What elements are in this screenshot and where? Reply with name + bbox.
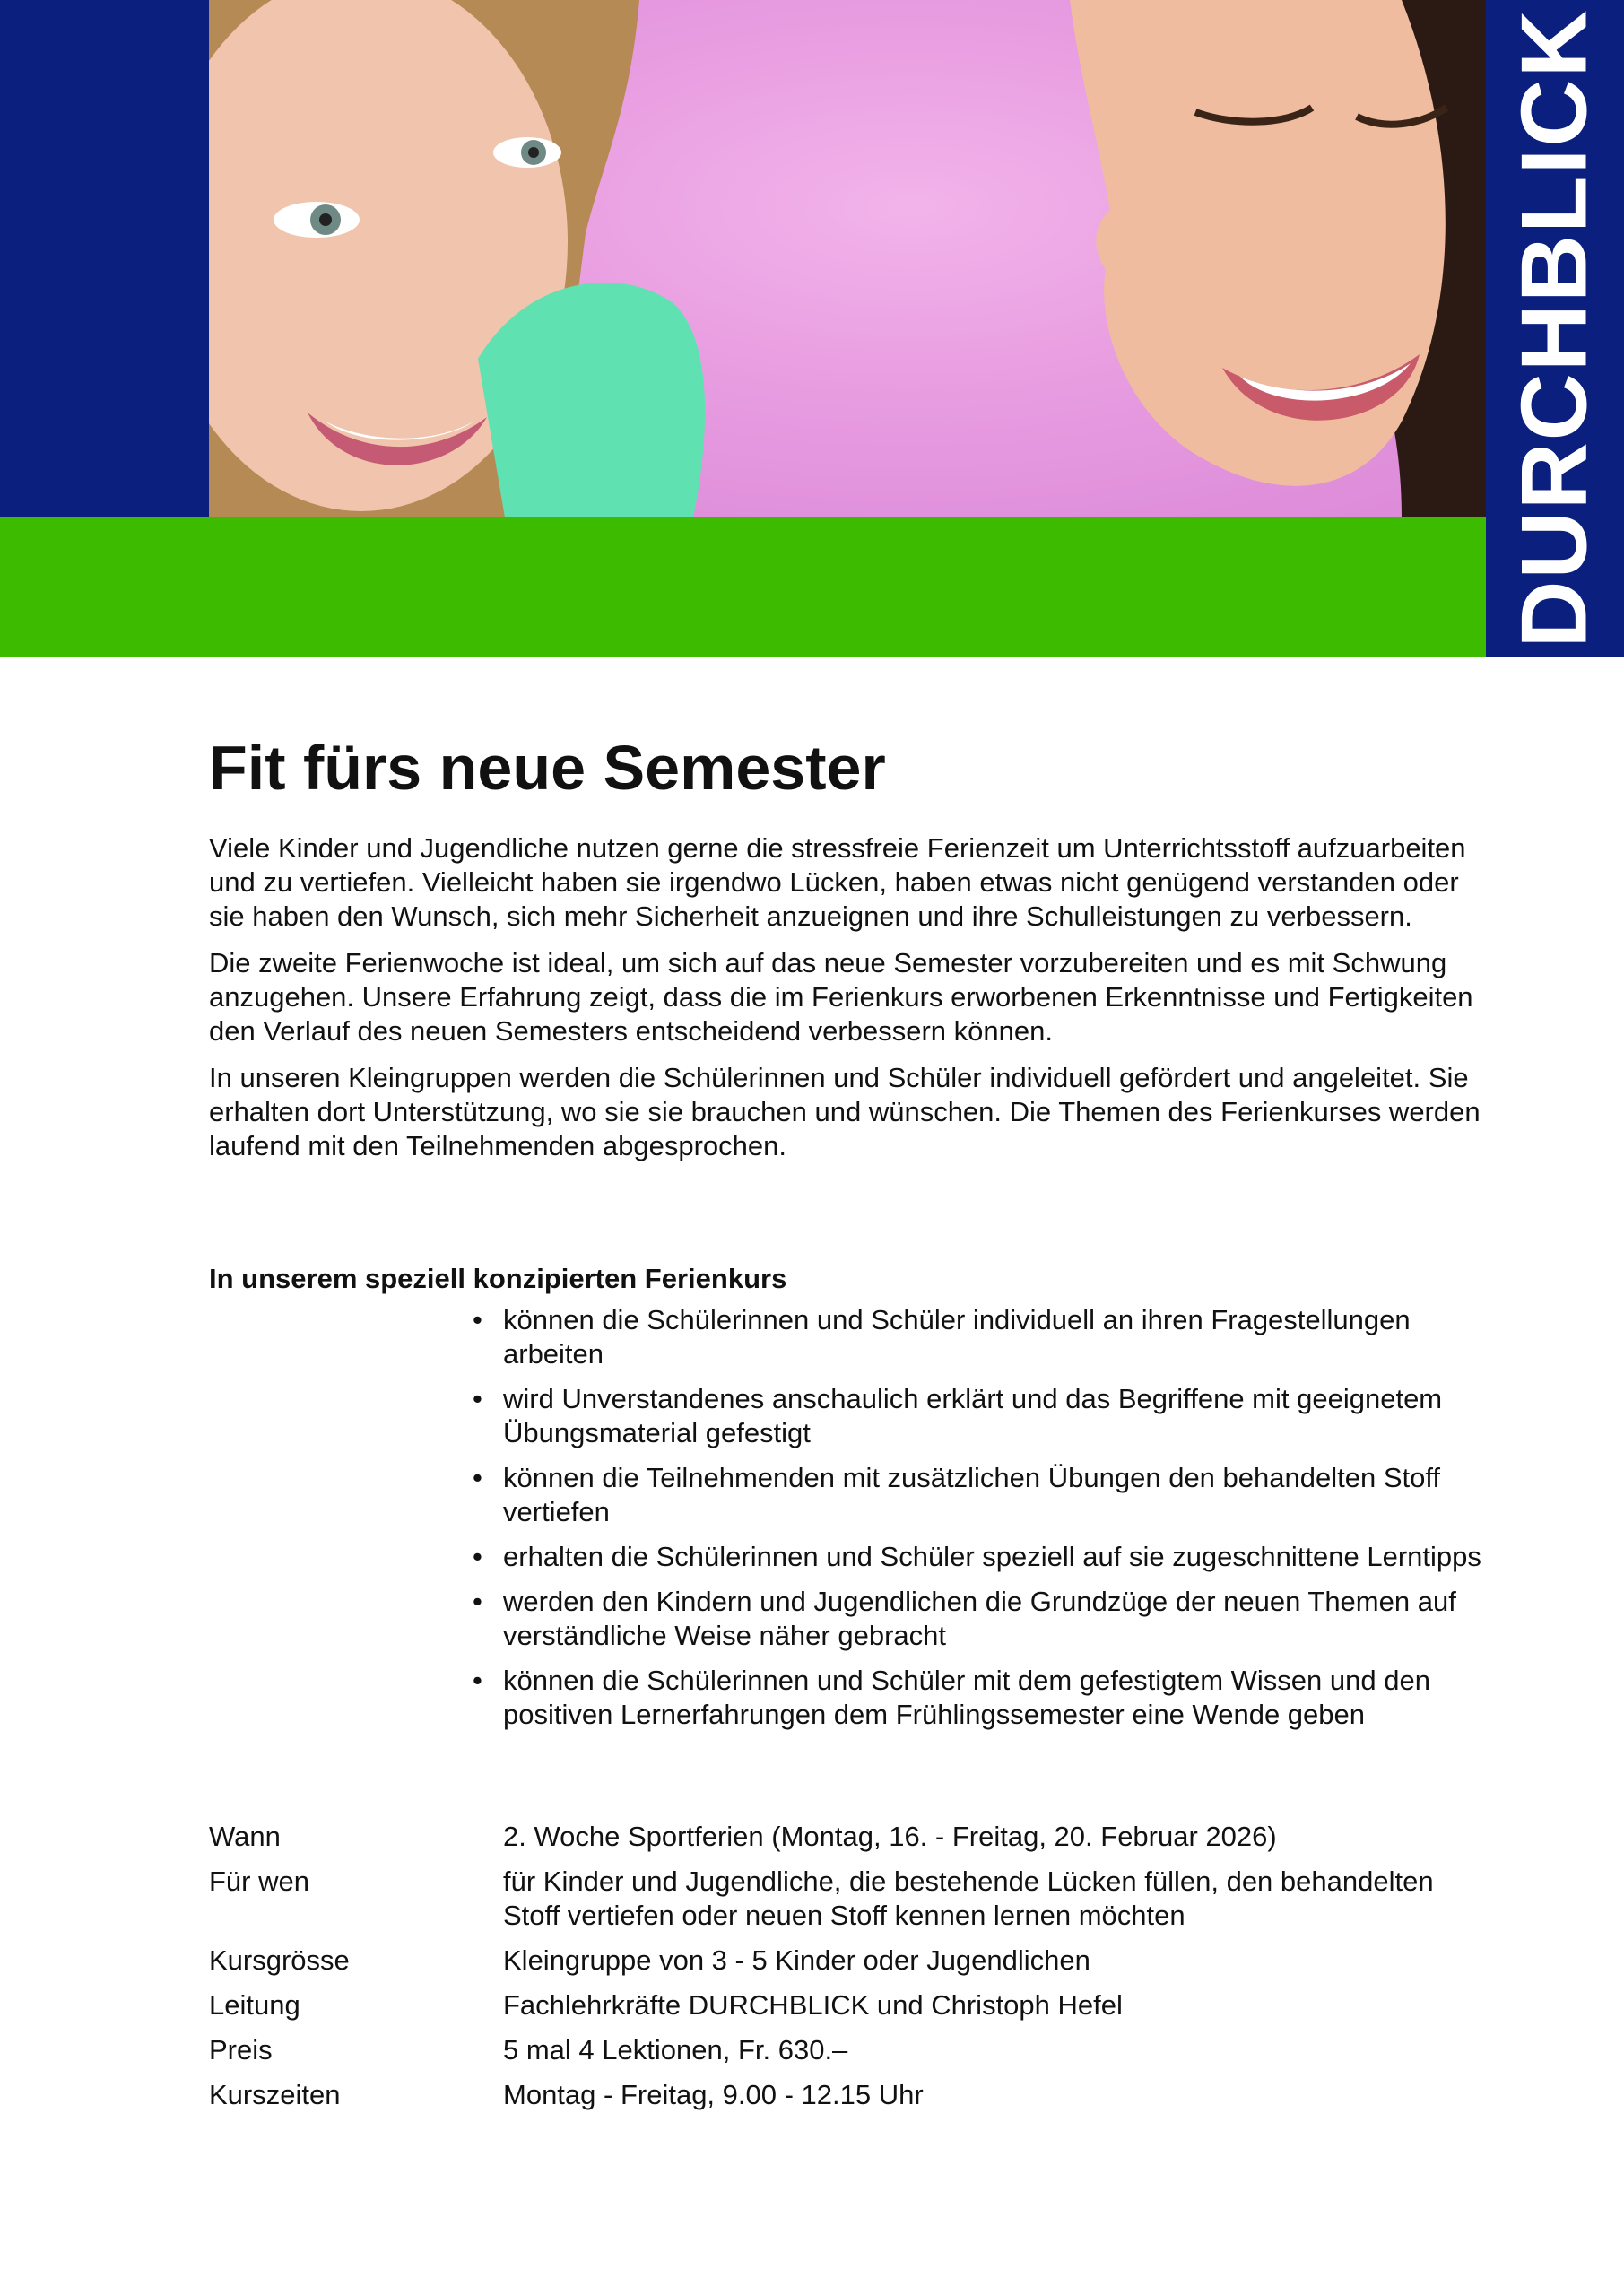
course-bullet-list [209, 1303, 1513, 1732]
fact-value: Fachlehrkräfte DURCHBLICK und Christoph Hefel [503, 1989, 1123, 2021]
fact-label: Leitung [209, 1989, 300, 2021]
list-item [473, 1461, 1513, 1529]
list-item-text: wird Unverstandenes anschaulich erklärt und das Begriffene mit geeignetem Übungsmaterial gefestigt [503, 1383, 1443, 1448]
fact-row [209, 1820, 1500, 1854]
bullet-icon: • [473, 1586, 482, 1617]
list-item [473, 1585, 1513, 1653]
bullet-icon: • [473, 1541, 482, 1572]
fact-row [209, 1988, 1500, 2022]
fact-row [209, 1865, 1500, 1933]
list-item-text: können die Teilnehmenden mit zusätzlichen Übungen den behandelten Stoff vertiefen [503, 1462, 1441, 1527]
bullet-icon: • [473, 1462, 482, 1493]
list-item-text: können die Schülerinnen und Schüler mit dem gefestigtem Wissen und den positiven Lernerfahrungen dem Frühlingssemester eine Wende geben [503, 1665, 1430, 1730]
fact-label: Für wen [209, 1866, 309, 1897]
header-photo [209, 0, 1486, 517]
fact-label: Wann [209, 1821, 281, 1852]
fact-label: Preis [209, 2034, 273, 2066]
brand-band [1486, 0, 1624, 657]
main-content [209, 731, 1500, 2123]
header-photo-illustration [209, 0, 1486, 517]
bullet-icon: • [473, 1383, 482, 1414]
list-item-text: werden den Kindern und Jugendlichen die Grundzüge der neuen Themen auf verständliche Weise näher gebracht [503, 1586, 1456, 1651]
intro-paragraph: In unseren Kleingruppen werden die Schülerinnen und Schüler individuell gefördert und angeleitet. Sie erhalten dort Unterstützung, wo sie sie brauchen und wünschen. Die Themen des Ferienkurses werden laufend mit den Teilnehmenden abgesprochen. [209, 1062, 1481, 1161]
fact-row [209, 2078, 1500, 2112]
list-item [473, 1540, 1513, 1574]
course-heading: In unserem speziell konzipierten Ferienkurs [209, 1263, 787, 1294]
green-band [0, 517, 1486, 657]
bullet-icon: • [473, 1665, 482, 1696]
fact-value: Montag - Freitag, 9.00 - 12.15 Uhr [503, 2079, 924, 2110]
list-item [473, 1382, 1513, 1450]
intro-text [209, 831, 1500, 1163]
list-item [473, 1664, 1513, 1732]
fact-value: 2. Woche Sportferien (Montag, 16. - Freitag, 20. Februar 2026) [503, 1821, 1277, 1852]
brand-logo-text: DURCHBLICK [1502, 8, 1607, 648]
list-item-text: erhalten die Schülerinnen und Schüler speziell auf sie zugeschnittene Lerntipps [503, 1541, 1481, 1572]
fact-row [209, 2033, 1500, 2067]
fact-row [209, 1944, 1500, 1978]
left-blue-band [0, 0, 209, 517]
fact-label: Kurszeiten [209, 2079, 341, 2110]
page-title: Fit fürs neue Semester [209, 733, 886, 803]
list-item [473, 1303, 1513, 1371]
fact-value: 5 mal 4 Lektionen, Fr. 630.– [503, 2034, 848, 2066]
fact-label: Kursgrösse [209, 1944, 350, 1976]
list-item-text: können die Schülerinnen und Schüler individuell an ihren Fragestellungen arbeiten [503, 1304, 1411, 1370]
course-facts [209, 1820, 1500, 2112]
intro-paragraph: Die zweite Ferienwoche ist ideal, um sich auf das neue Semester vorzubereiten und es mit Schwung anzugehen. Unsere Erfahrung zeigt, dass die im Ferienkurs erworbenen Erkenntnisse und Fertigkeiten den Verlauf des neuen Semesters entscheidend verbessern können. [209, 947, 1473, 1047]
intro-paragraph: Viele Kinder und Jugendliche nutzen gerne die stressfreie Ferienzeit um Unterrichtsstoff aufzuarbeiten und zu vertiefen. Vielleicht haben sie irgendwo Lücken, haben etwas nicht genügend verstanden oder sie haben den Wunsch, sich mehr Sicherheit anzueignen und ihre Schulleistungen zu verbessern. [209, 832, 1466, 932]
fact-value: Kleingruppe von 3 - 5 Kinder oder Jugendlichen [503, 1944, 1090, 1976]
bullet-icon: • [473, 1304, 482, 1335]
fact-value: für Kinder und Jugendliche, die bestehende Lücken füllen, den behandelten Stoff vertiefen oder neuen Stoff kennen lernen möchten [503, 1866, 1434, 1931]
